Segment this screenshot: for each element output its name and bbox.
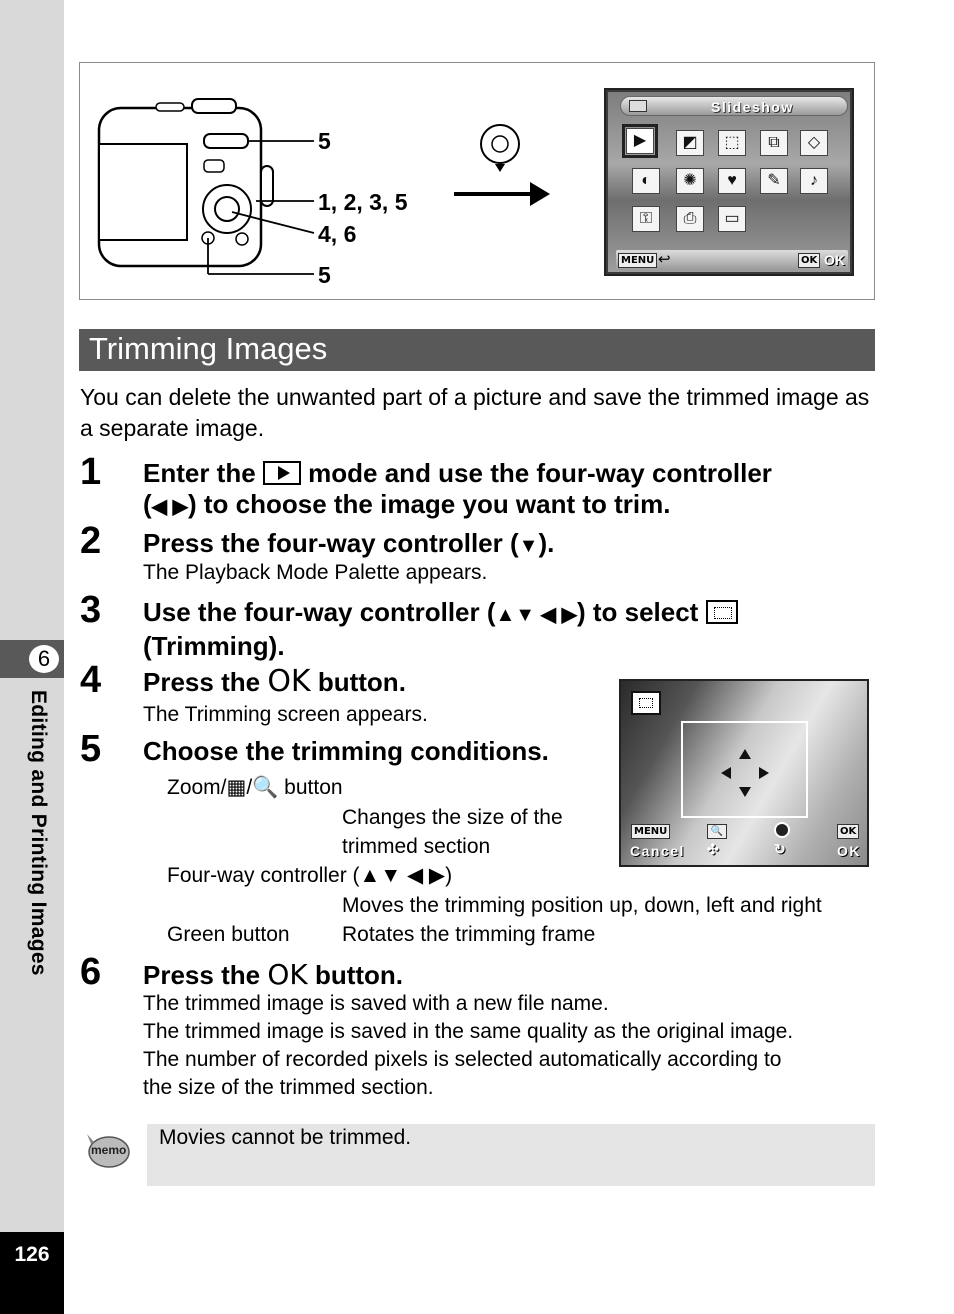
callout-four-way: 1, 2, 3, 5: [318, 189, 408, 215]
playback-palette-screen: [604, 88, 854, 276]
ok-label: OK: [824, 252, 845, 268]
step-3-text-a: Use the four-way controller (: [143, 597, 496, 627]
palette-title-bar: [620, 96, 848, 116]
step-1-heading: [143, 458, 772, 523]
red-eye-icon: ✎: [760, 168, 788, 194]
ok-button-icon: OK: [267, 664, 311, 699]
section-title: Trimming Images: [89, 331, 328, 366]
controller-arrow-icon: [450, 124, 552, 210]
playback-mode-icon: [263, 461, 301, 485]
protect-icon: ⚿: [632, 206, 660, 232]
four-way-controller-label: Four-way controller (▲▼ ◀ ▶): [167, 864, 453, 887]
zoom-button-label: Zoom/▦/🔍 button: [167, 776, 343, 799]
left-right-arrows-icon: ◀ ▶: [151, 496, 188, 518]
four-way-arrows-icon: ▲▼ ◀ ▶: [495, 604, 577, 626]
zoom-button-description-2: trimmed section: [342, 835, 491, 858]
page-number: 126: [14, 1243, 50, 1266]
zoom-button-description-1: Changes the size of the: [342, 806, 563, 829]
voice-memo-icon: ♪: [800, 168, 828, 194]
four-way-arrows-icon: [719, 747, 771, 799]
step-1-number: 1: [80, 451, 102, 493]
cancel-label: Cancel: [630, 843, 685, 859]
ok-tag: OK: [837, 824, 859, 839]
step-1-text-b: mode and use the four-way controller: [308, 458, 772, 488]
step-1-text-d: ) to choose the image you want to trim.: [188, 489, 671, 519]
step-3-number: 3: [80, 589, 102, 631]
step-3-heading: [143, 597, 738, 662]
memo-label: memo: [91, 1143, 127, 1157]
slideshow-icon: ▶: [626, 128, 654, 154]
trimming-icon: [706, 600, 738, 624]
image-copy-icon: ⧉: [760, 130, 788, 156]
step-4-number: 4: [80, 659, 102, 701]
ok-button-icon: OK: [267, 958, 308, 991]
zoom-icon: 🔍: [707, 824, 727, 839]
intro-paragraph: You can delete the unwanted part of a picture and save the trimmed image as a separate image.: [80, 384, 870, 441]
callout-ok: 4, 6: [318, 221, 357, 247]
memo-text: Movies cannot be trimmed.: [159, 1126, 412, 1149]
step-5-number: 5: [80, 728, 102, 770]
menu-tag: MENU: [618, 253, 657, 268]
green-button-description: Rotates the trimming frame: [342, 923, 596, 946]
trimming-screen: [619, 679, 869, 867]
resize-icon: ◩: [676, 130, 704, 156]
trimming-mode-icon: [631, 691, 661, 715]
back-arrow-icon: ↩: [658, 251, 671, 268]
ok-tag: OK: [798, 253, 820, 268]
step-4-text-b: button.: [317, 667, 406, 697]
step-1-text-a: Enter the: [143, 458, 256, 488]
trimming-icon: ⬚: [718, 130, 746, 156]
four-way-controller-description: Moves the trimming position up, down, left and right: [342, 894, 822, 917]
step-5-heading: Choose the trimming conditions.: [143, 736, 549, 766]
step-6-description-1: The trimmed image is saved with a new file name.: [143, 992, 609, 1015]
palette-bottom-bar: [616, 250, 848, 270]
frame-icon: ♥: [718, 168, 746, 194]
step-6-description-3: The number of recorded pixels is selected automatically according to: [143, 1048, 782, 1071]
chapter-number: 6: [27, 643, 61, 675]
callout-shutter: 5: [318, 128, 331, 154]
rotate-icon: ↻: [774, 841, 788, 857]
step-4-heading: [143, 666, 406, 698]
playback-icon: [629, 100, 647, 112]
rotate-icon: ◇: [800, 130, 828, 156]
step-3-text-b: ) to select: [576, 597, 699, 627]
step-1-text-c: (: [143, 489, 152, 519]
step-2-description: The Playback Mode Palette appears.: [143, 561, 488, 584]
step-4-description: The Trimming screen appears.: [143, 703, 428, 726]
callout-green: 5: [318, 262, 331, 288]
brightness-icon: ✺: [676, 168, 704, 194]
step-3-text-c: (Trimming).: [143, 631, 285, 661]
move-icon: ✣: [707, 841, 721, 857]
green-button-icon: [774, 822, 790, 838]
step-6-text-b: button.: [314, 960, 404, 990]
dpof-icon: ⎙: [676, 206, 704, 232]
step-6-description-4: the size of the trimmed section.: [143, 1076, 434, 1099]
step-2-heading: [143, 528, 554, 562]
step-6-heading: [143, 959, 403, 991]
camera-back-illustration: [96, 96, 316, 276]
menu-tag: MENU: [631, 824, 670, 839]
color-filter-icon: ◐: [632, 168, 660, 194]
step-2-text-b: ).: [538, 528, 555, 558]
step-4-text-a: Press the: [143, 667, 261, 697]
step-6-text-a: Press the: [143, 960, 261, 990]
step-2-text-a: Press the four-way controller (: [143, 528, 519, 558]
chapter-title: Editing and Printing Images: [27, 690, 50, 976]
startup-screen-icon: ▭: [718, 206, 746, 232]
down-arrow-icon: ▼: [518, 535, 539, 557]
step-2-number: 2: [80, 520, 102, 562]
step-6-description-2: The trimmed image is saved in the same quality as the original image.: [143, 1020, 794, 1043]
green-button-label: Green button: [167, 923, 290, 946]
palette-title: Slideshow: [711, 99, 794, 115]
ok-label: OK: [837, 843, 861, 859]
step-6-number: 6: [80, 951, 102, 993]
